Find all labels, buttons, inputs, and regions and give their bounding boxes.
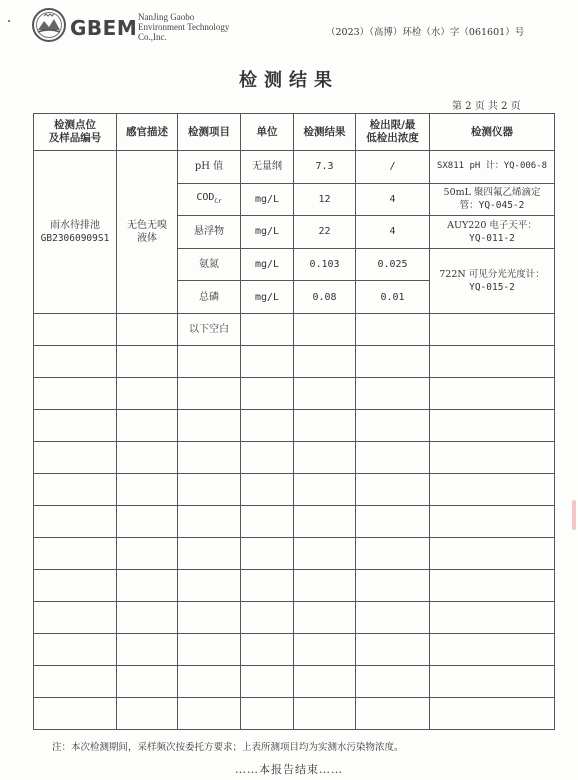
table-row (34, 473, 555, 505)
empty-cell (117, 633, 178, 665)
empty-cell (430, 345, 555, 377)
item-cell: 氨氮 (178, 248, 241, 281)
empty-cell (430, 409, 555, 441)
empty-cell (356, 665, 430, 697)
limit-cell: / (356, 151, 430, 184)
instrument-line: AUY220 电子天平： (447, 219, 537, 231)
item-cell: pH 值 (178, 151, 241, 184)
empty-cell (117, 665, 178, 697)
empty-cell (356, 537, 430, 569)
result-cell: 0.08 (294, 281, 356, 314)
empty-cell (178, 441, 241, 473)
sample-point-cell (34, 151, 117, 314)
table-header-row (34, 114, 555, 151)
empty-cell (34, 441, 117, 473)
empty-cell (294, 537, 356, 569)
instrument-cell (430, 183, 555, 216)
empty-cell (241, 697, 294, 729)
empty-cell (178, 537, 241, 569)
footnote: 注：本次检测期间，采样频次按委托方要求；上表所测项目均为实测水污染物浓度。 (52, 742, 404, 753)
sample-point-name: 雨水待排池 (50, 219, 100, 231)
report-header (0, 0, 578, 60)
header-unit: 单位 (241, 114, 294, 151)
blank-note-cell: 以下空白 (178, 313, 241, 345)
result-cell: 12 (294, 183, 356, 216)
header-result: 检测结果 (294, 114, 356, 151)
empty-cell (294, 569, 356, 601)
empty-cell (117, 537, 178, 569)
empty-cell (430, 633, 555, 665)
empty-cell (430, 665, 555, 697)
empty-cell (241, 409, 294, 441)
empty-cell (117, 345, 178, 377)
empty-cell (117, 505, 178, 537)
empty-cell (117, 473, 178, 505)
sensory-line: 液体 (137, 232, 157, 244)
paper-stain (572, 500, 576, 530)
empty-cell (241, 505, 294, 537)
instrument-cell: SX811 pH 计：YQ-006-8 (430, 151, 555, 184)
empty-cell (294, 409, 356, 441)
limit-cell: 4 (356, 183, 430, 216)
empty-cell (34, 377, 117, 409)
empty-cell (178, 569, 241, 601)
empty-cell (430, 697, 555, 729)
header-line: 检测点位 (54, 119, 96, 131)
header-line: 及样品编号 (48, 132, 102, 144)
empty-cell (178, 505, 241, 537)
empty-cell (356, 473, 430, 505)
empty-cell (241, 441, 294, 473)
empty-cell (430, 377, 555, 409)
sample-id: GB23060909S1 (40, 232, 110, 244)
item-name: COD (196, 191, 215, 203)
company-line: Co.,Inc. (138, 32, 167, 42)
empty-cell (294, 441, 356, 473)
instrument-line: YQ-015-2 (469, 281, 515, 293)
item-cell: 悬浮物 (178, 216, 241, 249)
instrument-line: 管：YQ-045-2 (459, 200, 525, 212)
empty-cell (294, 473, 356, 505)
table-row (34, 601, 555, 633)
empty-cell (356, 409, 430, 441)
empty-cell (294, 505, 356, 537)
item-subscript: Cr (214, 197, 222, 205)
empty-cell (34, 633, 117, 665)
company-line: NanJing Gaobo (138, 12, 195, 22)
header-line: 检出限/最 (369, 119, 416, 131)
gbem-logo-icon (32, 8, 66, 42)
empty-cell (294, 665, 356, 697)
sensory-line: 无色无嗅 (127, 219, 167, 231)
empty-cell (117, 697, 178, 729)
empty-cell (178, 697, 241, 729)
table-row (34, 537, 555, 569)
unit-cell: 无量纲 (241, 151, 294, 184)
empty-cell (117, 601, 178, 633)
brand-name: GBEM (70, 16, 138, 40)
empty-cell (178, 601, 241, 633)
report-number: （2023）（高博）环检（水）字（061601）号 (326, 27, 525, 38)
header-line: 低检出浓度 (366, 132, 419, 144)
table-row (34, 697, 555, 729)
table-row (34, 441, 555, 473)
empty-cell (294, 345, 356, 377)
empty-cell (356, 505, 430, 537)
header-sensory: 感官描述 (117, 114, 178, 151)
empty-cell (356, 345, 430, 377)
empty-cell (241, 345, 294, 377)
empty-cell (241, 665, 294, 697)
table-row (34, 313, 555, 345)
empty-cell (241, 601, 294, 633)
empty-cell (34, 601, 117, 633)
page-title: 检测结果 (239, 70, 339, 91)
empty-cell (430, 313, 555, 345)
empty-cell (356, 697, 430, 729)
empty-cell (294, 601, 356, 633)
results-table (33, 113, 555, 730)
empty-cell (241, 633, 294, 665)
empty-cell (34, 697, 117, 729)
table-row (34, 665, 555, 697)
unit-cell: mg/L (241, 216, 294, 249)
header-instrument: 检测仪器 (430, 114, 555, 151)
empty-cell (34, 473, 117, 505)
empty-cell (241, 537, 294, 569)
item-cell (178, 183, 241, 216)
empty-cell (178, 409, 241, 441)
empty-cell (356, 569, 430, 601)
table-row (34, 633, 555, 665)
company-line: Environment Technology (138, 22, 230, 32)
table-row (34, 505, 555, 537)
table-row (34, 151, 555, 184)
limit-cell: 0.025 (356, 248, 430, 281)
empty-cell (241, 569, 294, 601)
empty-cell (34, 505, 117, 537)
empty-cell (294, 313, 356, 345)
empty-cell (117, 441, 178, 473)
empty-cell (34, 569, 117, 601)
header-item: 检测项目 (178, 114, 241, 151)
instrument-line: 50mL 聚四氟乙烯滴定 (443, 187, 541, 199)
empty-cell (294, 633, 356, 665)
empty-cell (117, 409, 178, 441)
empty-cell (356, 441, 430, 473)
empty-cell (430, 537, 555, 569)
empty-cell (34, 665, 117, 697)
empty-cell (34, 537, 117, 569)
result-cell: 0.103 (294, 248, 356, 281)
page-number: 第 2 页 共 2 页 (452, 101, 521, 112)
instrument-line: 722N 可见分光光度计： (439, 268, 545, 280)
sensory-cell (117, 151, 178, 314)
empty-cell (117, 377, 178, 409)
empty-cell (356, 377, 430, 409)
header-sample-point (34, 114, 117, 151)
table-row (34, 345, 555, 377)
empty-cell (356, 633, 430, 665)
empty-cell (430, 473, 555, 505)
empty-cell (356, 601, 430, 633)
instrument-cell (430, 216, 555, 249)
empty-cell (117, 569, 178, 601)
empty-cell (178, 377, 241, 409)
unit-cell: mg/L (241, 183, 294, 216)
empty-cell (178, 633, 241, 665)
empty-cell (430, 569, 555, 601)
limit-cell: 4 (356, 216, 430, 249)
result-cell: 22 (294, 216, 356, 249)
empty-cell (178, 665, 241, 697)
header-limit (356, 114, 430, 151)
unit-cell: mg/L (241, 281, 294, 314)
empty-cell (178, 473, 241, 505)
instrument-line: YQ-011-2 (469, 232, 515, 244)
instrument-cell (430, 248, 555, 313)
limit-cell: 0.01 (356, 281, 430, 314)
scan-dot (8, 20, 10, 22)
empty-cell (430, 441, 555, 473)
empty-cell (294, 377, 356, 409)
empty-cell (34, 313, 117, 345)
result-cell: 7.3 (294, 151, 356, 184)
empty-cell (117, 313, 178, 345)
empty-cell (430, 601, 555, 633)
empty-cell (34, 409, 117, 441)
table-row (34, 377, 555, 409)
empty-cell (241, 377, 294, 409)
report-end-marker: ……本报告结束…… (235, 763, 343, 776)
company-name (138, 12, 248, 42)
table-row (34, 569, 555, 601)
unit-cell: mg/L (241, 248, 294, 281)
empty-cell (356, 313, 430, 345)
empty-cell (241, 313, 294, 345)
empty-cell (430, 505, 555, 537)
empty-cell (34, 345, 117, 377)
empty-cell (178, 345, 241, 377)
empty-cell (294, 697, 356, 729)
table-row (34, 409, 555, 441)
empty-cell (241, 473, 294, 505)
item-cell: 总磷 (178, 281, 241, 314)
